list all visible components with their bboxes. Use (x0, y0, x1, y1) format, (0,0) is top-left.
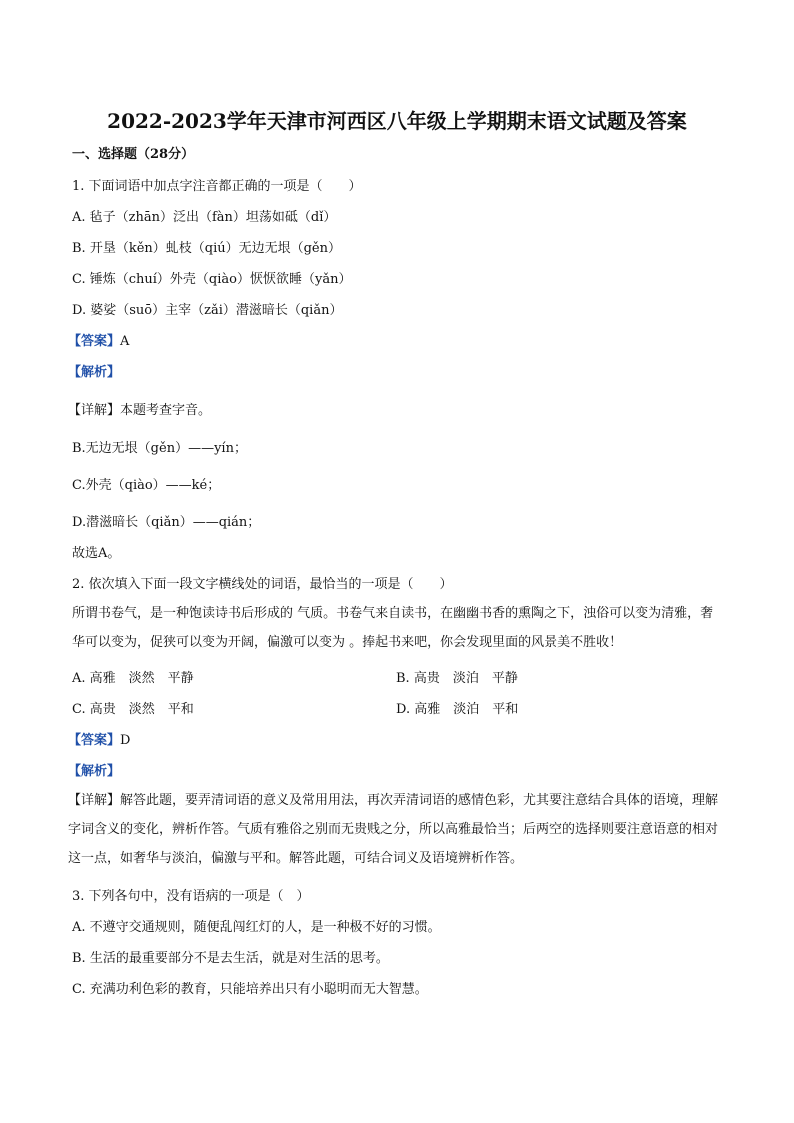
question-2-analysis (68, 763, 120, 781)
question-2-option-b: B. 高贵 淡泊 平静 (396, 671, 518, 686)
answer-tag: 【答案】 (68, 334, 121, 349)
question-1-analysis (68, 364, 120, 382)
section-heading: 一、选择题（28分） (72, 147, 195, 162)
question-2-stem: 2. 依次填入下面一段文字横线处的词语，最恰当的一项是（ ） (72, 577, 453, 592)
question-2-option-d: D. 高雅 淡泊 平和 (396, 702, 519, 717)
page-title: 2022-2023学年天津市河西区八年级上学期期末语文试题及答案 (107, 109, 687, 133)
detail-tag: 【详解】 (68, 403, 121, 418)
question-1-note-b: B.无边无垠（gěn）——yín； (72, 441, 247, 456)
answer-tag: 【答案】 (68, 733, 121, 748)
question-1-answer (68, 333, 129, 351)
detail-text: 解答此题，要弄清词语的意义及常用用法，再次弄清词语的感情色彩，尤其要注意结合具体的语境，理解字词含义的变化，辨析作答。气质有雅俗之别而无贵贱之分，所以高雅最恰当；后两空的选择则要注意语意的相对这一点，如奢华与淡泊，偏激与平和。解答此题，可结合词义及语境辨析作答。 (68, 793, 719, 866)
answer-value: A (120, 334, 130, 349)
question-3-option-c: C. 充满功利色彩的教育，只能培养出只有小聪明而无大智慧。 (72, 982, 428, 997)
question-3-option-b: B. 生活的最重要部分不是去生活，就是对生活的思考。 (72, 951, 389, 966)
analysis-tag: 【解析】 (68, 764, 121, 779)
detail-text: 本题考查字音。 (120, 403, 212, 418)
question-3-stem: 3. 下列各句中，没有语病的一项是（ ） (72, 889, 310, 904)
detail-tag: 【详解】 (68, 793, 121, 808)
question-2-option-c: C. 高贵 淡然 平和 (72, 702, 194, 717)
question-3-option-a: A. 不遵守交通规则，随便乱闯红灯的人，是一种极不好的习惯。 (72, 920, 441, 935)
question-1-note-c: C.外壳（qiào）——ké； (72, 478, 221, 493)
question-1-option-a: A. 毡子（zhān）泛出（fàn）坦荡如砥（dǐ） (72, 210, 337, 225)
question-1-option-b: B. 开垦（kěn）虬枝（qiú）无边无垠（gěn） (72, 241, 342, 256)
question-1-stem: 1. 下面词语中加点字注音都正确的一项是（ ） (72, 179, 362, 194)
question-1-option-d: D. 婆娑（suō）主宰（zǎi）潜滋暗长（qiǎn） (72, 303, 343, 318)
answer-value: D (120, 733, 131, 748)
question-1-option-c: C. 锤炼（chuí）外壳（qiào）恹恹欲睡（yǎn） (72, 272, 352, 287)
analysis-tag: 【解析】 (68, 365, 121, 380)
question-1-note-d: D.潜滋暗长（qiǎn）——qián； (72, 515, 261, 530)
question-2-option-a: A. 高雅 淡然 平静 (72, 671, 194, 686)
question-1-detail (68, 402, 211, 420)
question-2-passage: 所谓书卷气，是一种饱读诗书后形成的 气质。书卷气来自读书，在幽幽书香的熏陶之下，浊俗可以变为清雅，奢华可以变为，促狭可以变为开阔，偏激可以变为 。捧起书来吧，你会发现里面的风景美不胜收！ (72, 606, 714, 650)
question-2-detail (68, 786, 722, 873)
question-2-answer (68, 732, 130, 750)
question-1-conclusion: 故选A。 (72, 546, 121, 561)
